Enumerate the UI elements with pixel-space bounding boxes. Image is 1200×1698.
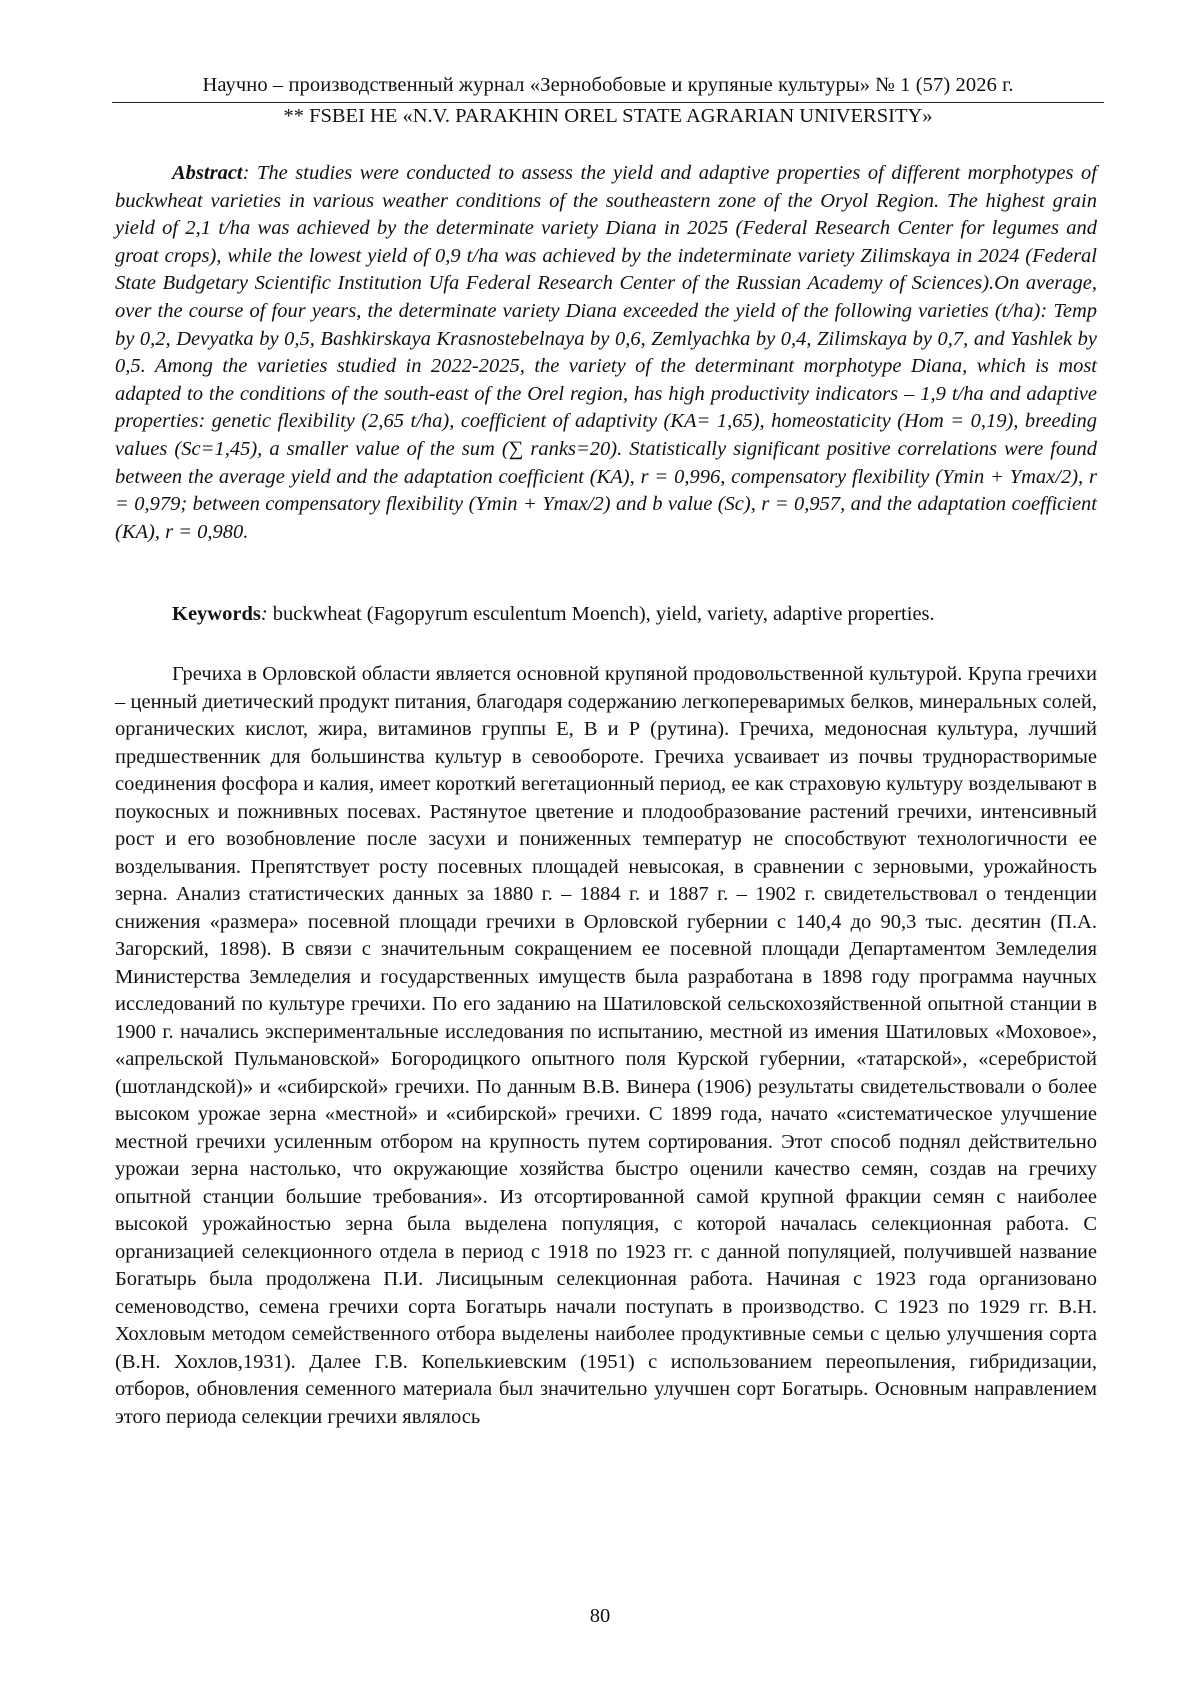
keywords-line [115,601,1097,629]
abstract-text: : The studies were conducted to assess the yield and adaptive properties of different morphotypes of buckwheat varieties in various weather conditions of the southeastern zone of the Oryol Region. The highest grain yield of 2,1 t/ha was achieved by the determinate variety Diana in 2025 (Federal Research Center for legumes and groat crops), while the lowest yield of 0,9 t/ha was achieved by the indeterminate variety Zilimskaya in 2024 (Federal State Budgetary Scientific Institution Ufa Federal Research Center of the Russian Academy of Sciences).On average, over the course of four years, the determinate variety Diana exceeded the yield of the following varieties (t/ha): Temp by 0,2, Devyatka by 0,5, Bashkirskaya Krasnostebelnaya by 0,6, Zemlyachka by 0,4, Zilimskaya by 0,7, and Yashlek by 0,5. Among the varieties studied in 2022-2025, the variety of the determinant morphotype Diana, which is most adapted to the conditions of the south-east of the Orel region, has high productivity indicators – 1,9 t/ha and adaptive properties: genetic flexibility (2,65 t/ha), coefficient of adaptivity (KA= 1,65), homeostaticity (Hom = 0,19), breeding values (Sc=1,45), a smaller value of the sum (∑ ranks=20). Statistically significant positive correlations were found between the average yield and the adaptation coefficient (KA), r = 0,996, compensatory flexibility (Ymin + Ymax/2), r = 0,979; between compensatory flexibility (Ymin + Ymax/2) and b value (Sc), r = 0,957, and the adaptation coefficient (KA), r = 0,980. [115,162,1097,543]
abstract-paragraph [115,160,1097,546]
body-paragraph: Гречиха в Орловской области является основной крупяной продовольственной культурой. Крупа гречихи – ценный диетический продукт питания, благодаря содержанию легкопереваримых белков, минеральных солей, органических кислот, жира, витаминов группы Е, В и Р (рутина). Гречиха, медоносная культура, лучший предшественник для большинства культур в севообороте. Гречиха усваивает из почвы труднорастворимые соединения фосфора и калия, имеет короткий вегетационный период, ее как страховую культуру возделывают в поукосных и пожнивных посевах. Растянутое цветение и плодообразование растений гречихи, интенсивный рост и его возобновление после засухи и пониженных температур не способствуют технологичности ее возделывания. Препятствует росту посевных площадей невысокая, в сравнении с зерновыми, урожайность зерна. Анализ статистических данных за 1880 г. – 1884 г. и 1887 г. – 1902 г. свидетельствовал о тенденции снижения «размера» посевной площади гречихи в Орловской губернии с 140,4 до 90,3 тыс. десятин (П.А. Загорский, 1898). В связи с значительным сокращением ее посевной площади Департаментом Земледелия Министерства Земледелия и государственных имуществ была разработана в 1898 году программа научных исследований по культуре гречихи. По его заданию на Шатиловской сельскохозяйственной опытной станции в 1900 г. начались экспериментальные исследования по испытанию, местной из имения Шатиловых «Моховое», «апрельской Пульмановской» Богородицкого опытного поля Курской губернии, «татарской», «серебристой (шотландской)» и «сибирской» гречихи. По данным В.В. Винера (1906) результаты свидетельствовали о более высоком урожае зерна «местной» и «сибирской» гречихи. С 1899 года, начато «систематическое улучшение местной гречихи усиленным отбором на крупность путем сортирования. Этот способ поднял действительно урожаи зерна настолько, что окружающие хозяйства быстро оценили качество семян, создав на гречиху опытной станции большие требования». Из отсортированной самой крупной фракции семян с наиболее высокой урожайностью зерна была выделена популяция, с которой началась селекционная работа. С организацией селекционного отдела в период с 1918 по 1923 гг. с данной популяцией, получившей название Богатырь была продолжена П.И. Лисицыным селекционная работа. Начиная с 1923 года организовано семеноводство, семена гречихи сорта Богатырь начали поступать в производство. С 1923 по 1929 гг. В.Н. Хохловым методом семейственного отбора выделены наиболее продуктивные семьи с целью улучшения сорта (В.Н. Хохлов,1931). Далее Г.В. Копелькиевским (1951) с использованием переопыления, гибридизации, отборов, обновления семенного материала был значительно улучшен сорт Богатырь. Основным направлением этого периода селекции гречихи являлось [115,663,1097,1428]
affiliation-line: ** FSBEI HE «N.V. PARAKHIN OREL STATE AGRARIAN UNIVERSITY» [283,105,933,127]
keywords-label: Keywords [172,603,261,625]
journal-header: Научно – производственный журнал «Зернобобовые и крупяные культуры» № 1 (57) 2026 г. [202,74,1014,96]
keywords-colon: : [260,603,268,625]
page-number: 80 [589,1605,611,1627]
abstract-label: Abstract [172,162,243,184]
keywords-text: buckwheat (Fagopyrum esculentum Moench), yield, variety, adaptive properties. [267,603,935,625]
